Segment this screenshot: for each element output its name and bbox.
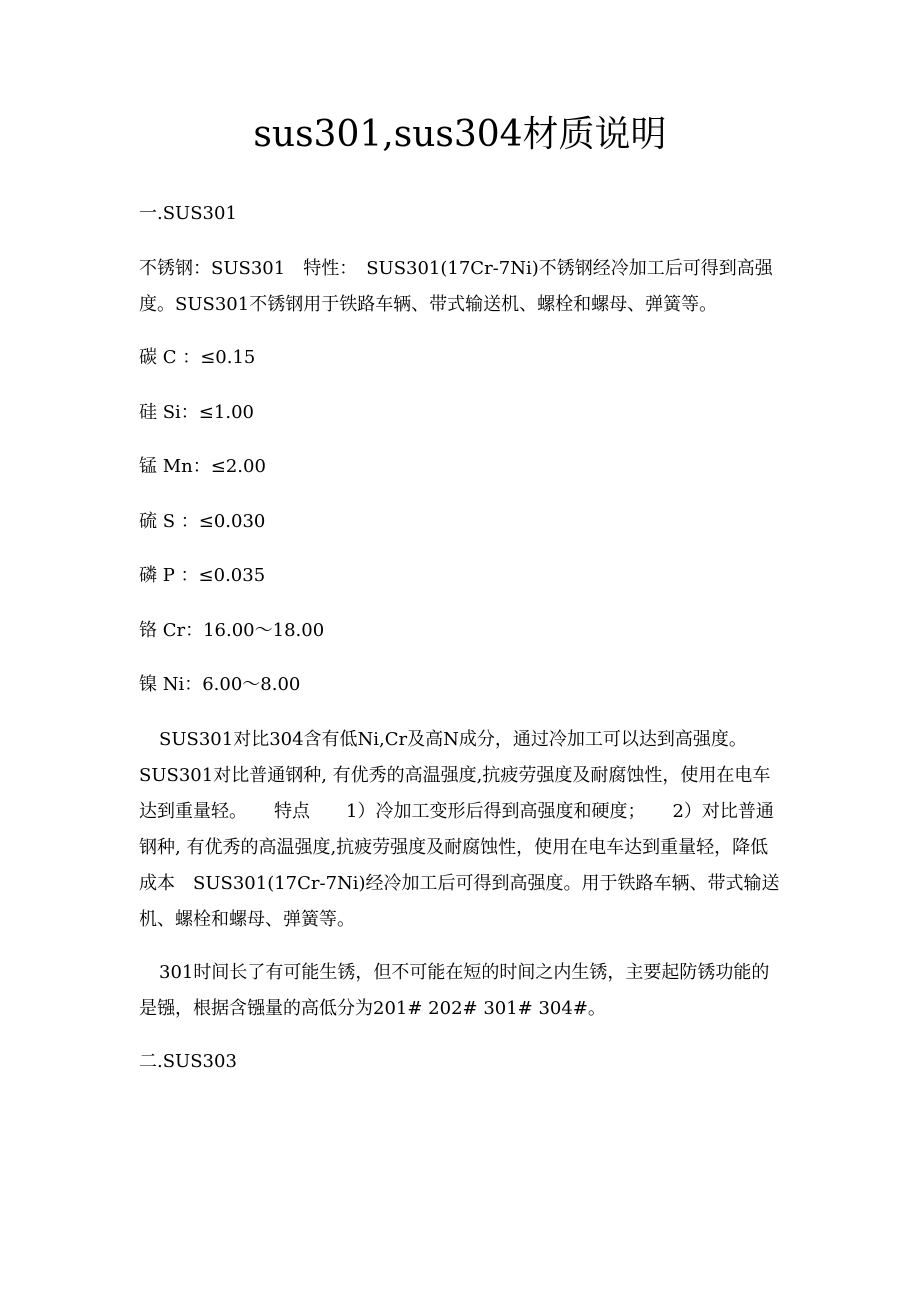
document-body — [139, 196, 784, 1099]
properties-paragraph: SUS301对比304含有低Ni,Cr及高N成分，通过冷加工可以达到高强度。 SUS301对比普通钢种, 有优秀的高温强度,抗疲劳强度及耐腐蚀性，使用在电车达到重量轻。 特点 1）冷加工变形后得到高强度和硬度； 2）对比普通钢种, 有优秀的高温强度,抗疲劳强度及耐腐蚀性，使用在电车达到重量轻，降低成本 SUS301(17Cr-7Ni)经冷加工后可得到高强度。用于铁路车辆、带式输送机、螺栓和螺母、弹簧等。 — [139, 728, 780, 930]
element-silicon: 硅 Si：≤1.00 — [139, 401, 254, 423]
section-heading-sus301: 一.SUS301 — [139, 203, 237, 224]
intro-paragraph: 不锈钢：SUS301 特性： SUS301(17Cr-7Ni)不锈钢经冷加工后可得到高强度。SUS301不锈钢用于铁路车辆、带式输送机、螺栓和螺母、弹簧等。 — [139, 258, 773, 315]
element-phosphorus: 磷 P ：≤0.035 — [139, 565, 266, 586]
page-title: sus301,sus304材质说明 — [253, 114, 667, 155]
element-carbon: 碳 C ：≤0.15 — [139, 347, 256, 368]
rust-paragraph: 301时间长了有可能生锈，但不可能在短的时间之内生锈，主要起防锈功能的是镪，根据含镪量的高低分为201# 202# 301# 304#。 — [139, 961, 770, 1019]
element-chromium: 铬 Cr：16.00～18.00 — [139, 619, 325, 641]
element-sulfur: 硫 S ：≤0.030 — [139, 510, 266, 532]
element-manganese: 锰 Mn：≤2.00 — [139, 456, 266, 477]
section-heading-sus303: 二.SUS303 — [139, 1050, 237, 1072]
element-nickel: 镍 Ni：6.00～8.00 — [139, 674, 301, 695]
